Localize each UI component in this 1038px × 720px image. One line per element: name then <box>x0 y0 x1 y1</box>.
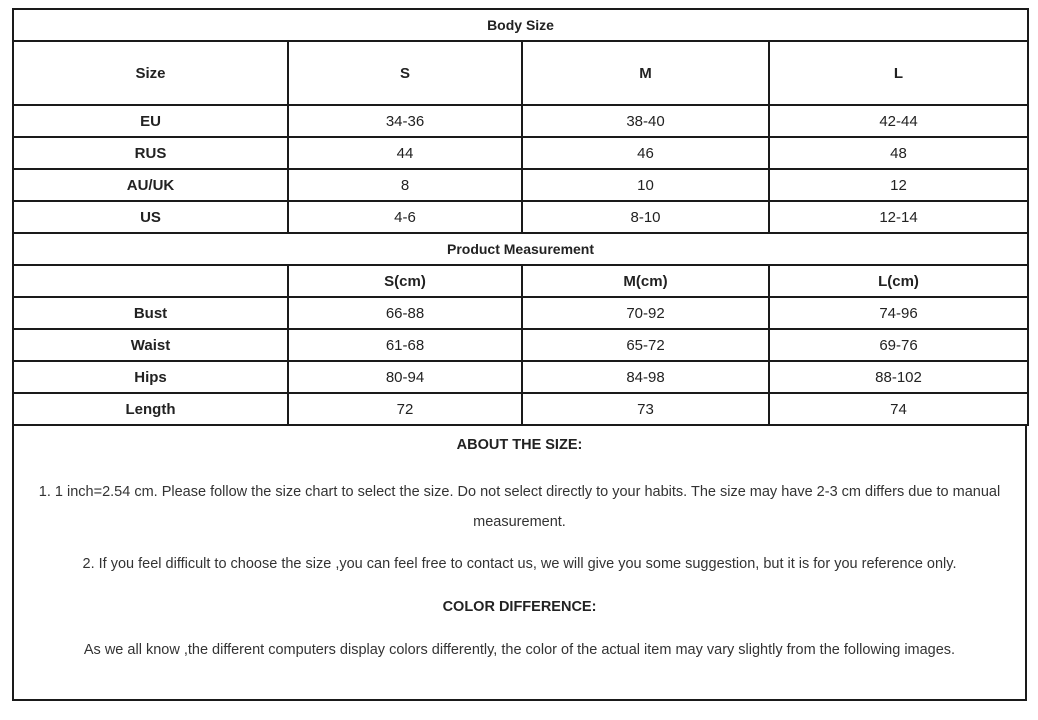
table-row <box>13 201 1028 233</box>
table-cell: 88-102 <box>769 361 1028 393</box>
table-cell: 44 <box>288 137 522 169</box>
notes-section <box>12 426 1027 701</box>
header-cell <box>13 265 288 297</box>
table-cell: 74-96 <box>769 297 1028 329</box>
table-row <box>13 393 1028 425</box>
table-row <box>13 297 1028 329</box>
header-cell: L <box>769 41 1028 105</box>
table-cell: 34-36 <box>288 105 522 137</box>
body-size-header-row <box>13 41 1028 105</box>
product-measurement-title: Product Measurement <box>13 233 1028 265</box>
color-difference-heading: COLOR DIFFERENCE: <box>442 599 597 615</box>
about-size-heading: ABOUT THE SIZE: <box>456 437 583 453</box>
product-measurement-title-row <box>13 233 1028 265</box>
header-cell: Size <box>13 41 288 105</box>
table-cell: 73 <box>522 393 769 425</box>
table-cell: 61-68 <box>288 329 522 361</box>
table-cell: 74 <box>769 393 1028 425</box>
table-cell: 69-76 <box>769 329 1028 361</box>
table-cell: 72 <box>288 393 522 425</box>
table-cell: 10 <box>522 169 769 201</box>
product-measurement-header-row <box>13 265 1028 297</box>
table-row <box>13 105 1028 137</box>
table-cell: 42-44 <box>769 105 1028 137</box>
size-table <box>12 8 1029 426</box>
table-cell: 65-72 <box>522 329 769 361</box>
table-cell: 12 <box>769 169 1028 201</box>
about-size-note-1: 1. 1 inch=2.54 cm. Please follow the size chart to select the size. Do not select directly to your habits. The size may have 2-3 cm differs due to manual measurement. <box>38 484 1001 530</box>
table-cell: 8 <box>288 169 522 201</box>
header-cell: S(cm) <box>288 265 522 297</box>
size-chart <box>12 8 1027 701</box>
table-cell: 66-88 <box>288 297 522 329</box>
row-label: RUS <box>13 137 288 169</box>
row-label: Bust <box>13 297 288 329</box>
table-cell: 80-94 <box>288 361 522 393</box>
row-label: US <box>13 201 288 233</box>
table-cell: 84-98 <box>522 361 769 393</box>
table-row <box>13 361 1028 393</box>
row-label: Hips <box>13 361 288 393</box>
row-label: Length <box>13 393 288 425</box>
header-cell: S <box>288 41 522 105</box>
row-label: AU/UK <box>13 169 288 201</box>
color-difference-note: As we all know ,the different computers display colors differently, the color of the actual item may vary slightly from the following images. <box>83 642 956 658</box>
table-cell: 12-14 <box>769 201 1028 233</box>
table-cell: 46 <box>522 137 769 169</box>
table-row <box>13 329 1028 361</box>
body-size-title-row <box>13 9 1028 41</box>
header-cell: M <box>522 41 769 105</box>
about-size-note-2: 2. If you feel difficult to choose the size ,you can feel free to contact us, we will give you some suggestion, but it is for you reference only. <box>82 556 957 572</box>
header-cell: L(cm) <box>769 265 1028 297</box>
row-label: EU <box>13 105 288 137</box>
table-cell: 70-92 <box>522 297 769 329</box>
table-cell: 48 <box>769 137 1028 169</box>
table-cell: 8-10 <box>522 201 769 233</box>
table-cell: 38-40 <box>522 105 769 137</box>
body-size-title: Body Size <box>13 9 1028 41</box>
table-row <box>13 169 1028 201</box>
row-label: Waist <box>13 329 288 361</box>
table-cell: 4-6 <box>288 201 522 233</box>
table-row <box>13 137 1028 169</box>
header-cell: M(cm) <box>522 265 769 297</box>
